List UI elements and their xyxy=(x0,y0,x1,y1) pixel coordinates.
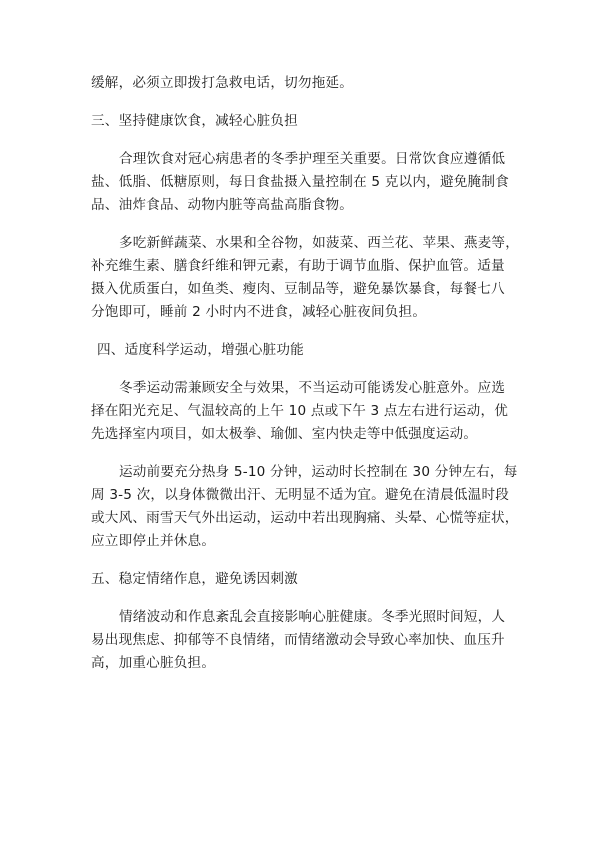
heading-text: 三、坚持健康饮食，减轻心脏负担 xyxy=(91,113,298,129)
text-line: 或大风、雨雪天气外出运动，运动中若出现胸痛、头晕、心慌等症状， xyxy=(91,510,519,526)
document-body xyxy=(91,72,520,690)
text-line: 运动前要充分热身 5-10 分钟，运动时长控制在 30 分钟左右，每 xyxy=(119,464,518,480)
paragraph xyxy=(91,148,509,217)
text-line: 情绪波动和作息紊乱会直接影响心脏健康。冬季光照时间短，人 xyxy=(119,609,506,625)
text-line: 应立即停止并休息。 xyxy=(91,533,216,549)
text-line: 缓解，必须立即拨打急救电话，切勿拖延。 xyxy=(91,75,354,91)
heading-text: 四、适度科学运动，增强心脏功能 xyxy=(97,342,304,358)
text-line: 品、油炸食品、动物内脏等高盐高脂食物。 xyxy=(91,197,354,213)
text-line: 先选择室内项目，如太极拳、瑜伽、室内快走等中低强度运动。 xyxy=(91,426,478,442)
text-line: 盐、低脂、低糖原则，每日食盐摄入量控制在 5 克以内，避免腌制食 xyxy=(91,174,509,190)
text-line: 冬季运动需兼顾安全与效果，不当运动可能诱发心脏意外。应选 xyxy=(119,380,506,396)
paragraph xyxy=(91,232,520,324)
text-line: 周 3-5 次，以身体微微出汗、无明显不适为宜。避免在清晨低温时段 xyxy=(91,487,510,503)
section-heading-5 xyxy=(91,568,503,591)
text-line: 高，加重心脏负担。 xyxy=(91,655,216,671)
heading-text: 五、稳定情绪作息，避免诱因刺激 xyxy=(91,571,298,587)
paragraph xyxy=(91,377,509,446)
text-line: 分饱即可，睡前 2 小时内不进食，减轻心脏夜间负担。 xyxy=(91,304,427,320)
text-line: 择在阳光充足、气温较高的上午 10 点或下午 3 点左右进行运动，优 xyxy=(91,403,509,419)
paragraph xyxy=(91,606,506,675)
section-heading-3 xyxy=(91,110,503,133)
text-line: 合理饮食对冠心病患者的冬季护理至关重要。日常饮食应遵循低 xyxy=(119,151,506,167)
text-line: 摄入优质蛋白，如鱼类、瘦肉、豆制品等，避免暴饮暴食，每餐七八 xyxy=(91,281,505,297)
paragraph-continued xyxy=(91,72,503,95)
text-line: 易出现焦虑、抑郁等不良情绪，而情绪激动会导致心率加快、血压升 xyxy=(91,632,505,648)
paragraph xyxy=(91,461,519,553)
text-line: 多吃新鲜蔬菜、水果和全谷物，如菠菜、西兰花、苹果、燕麦等， xyxy=(119,235,520,251)
section-heading-4 xyxy=(91,339,503,362)
text-line: 补充维生素、膳食纤维和钾元素，有助于调节血脂、保护血管。适量 xyxy=(91,258,505,274)
